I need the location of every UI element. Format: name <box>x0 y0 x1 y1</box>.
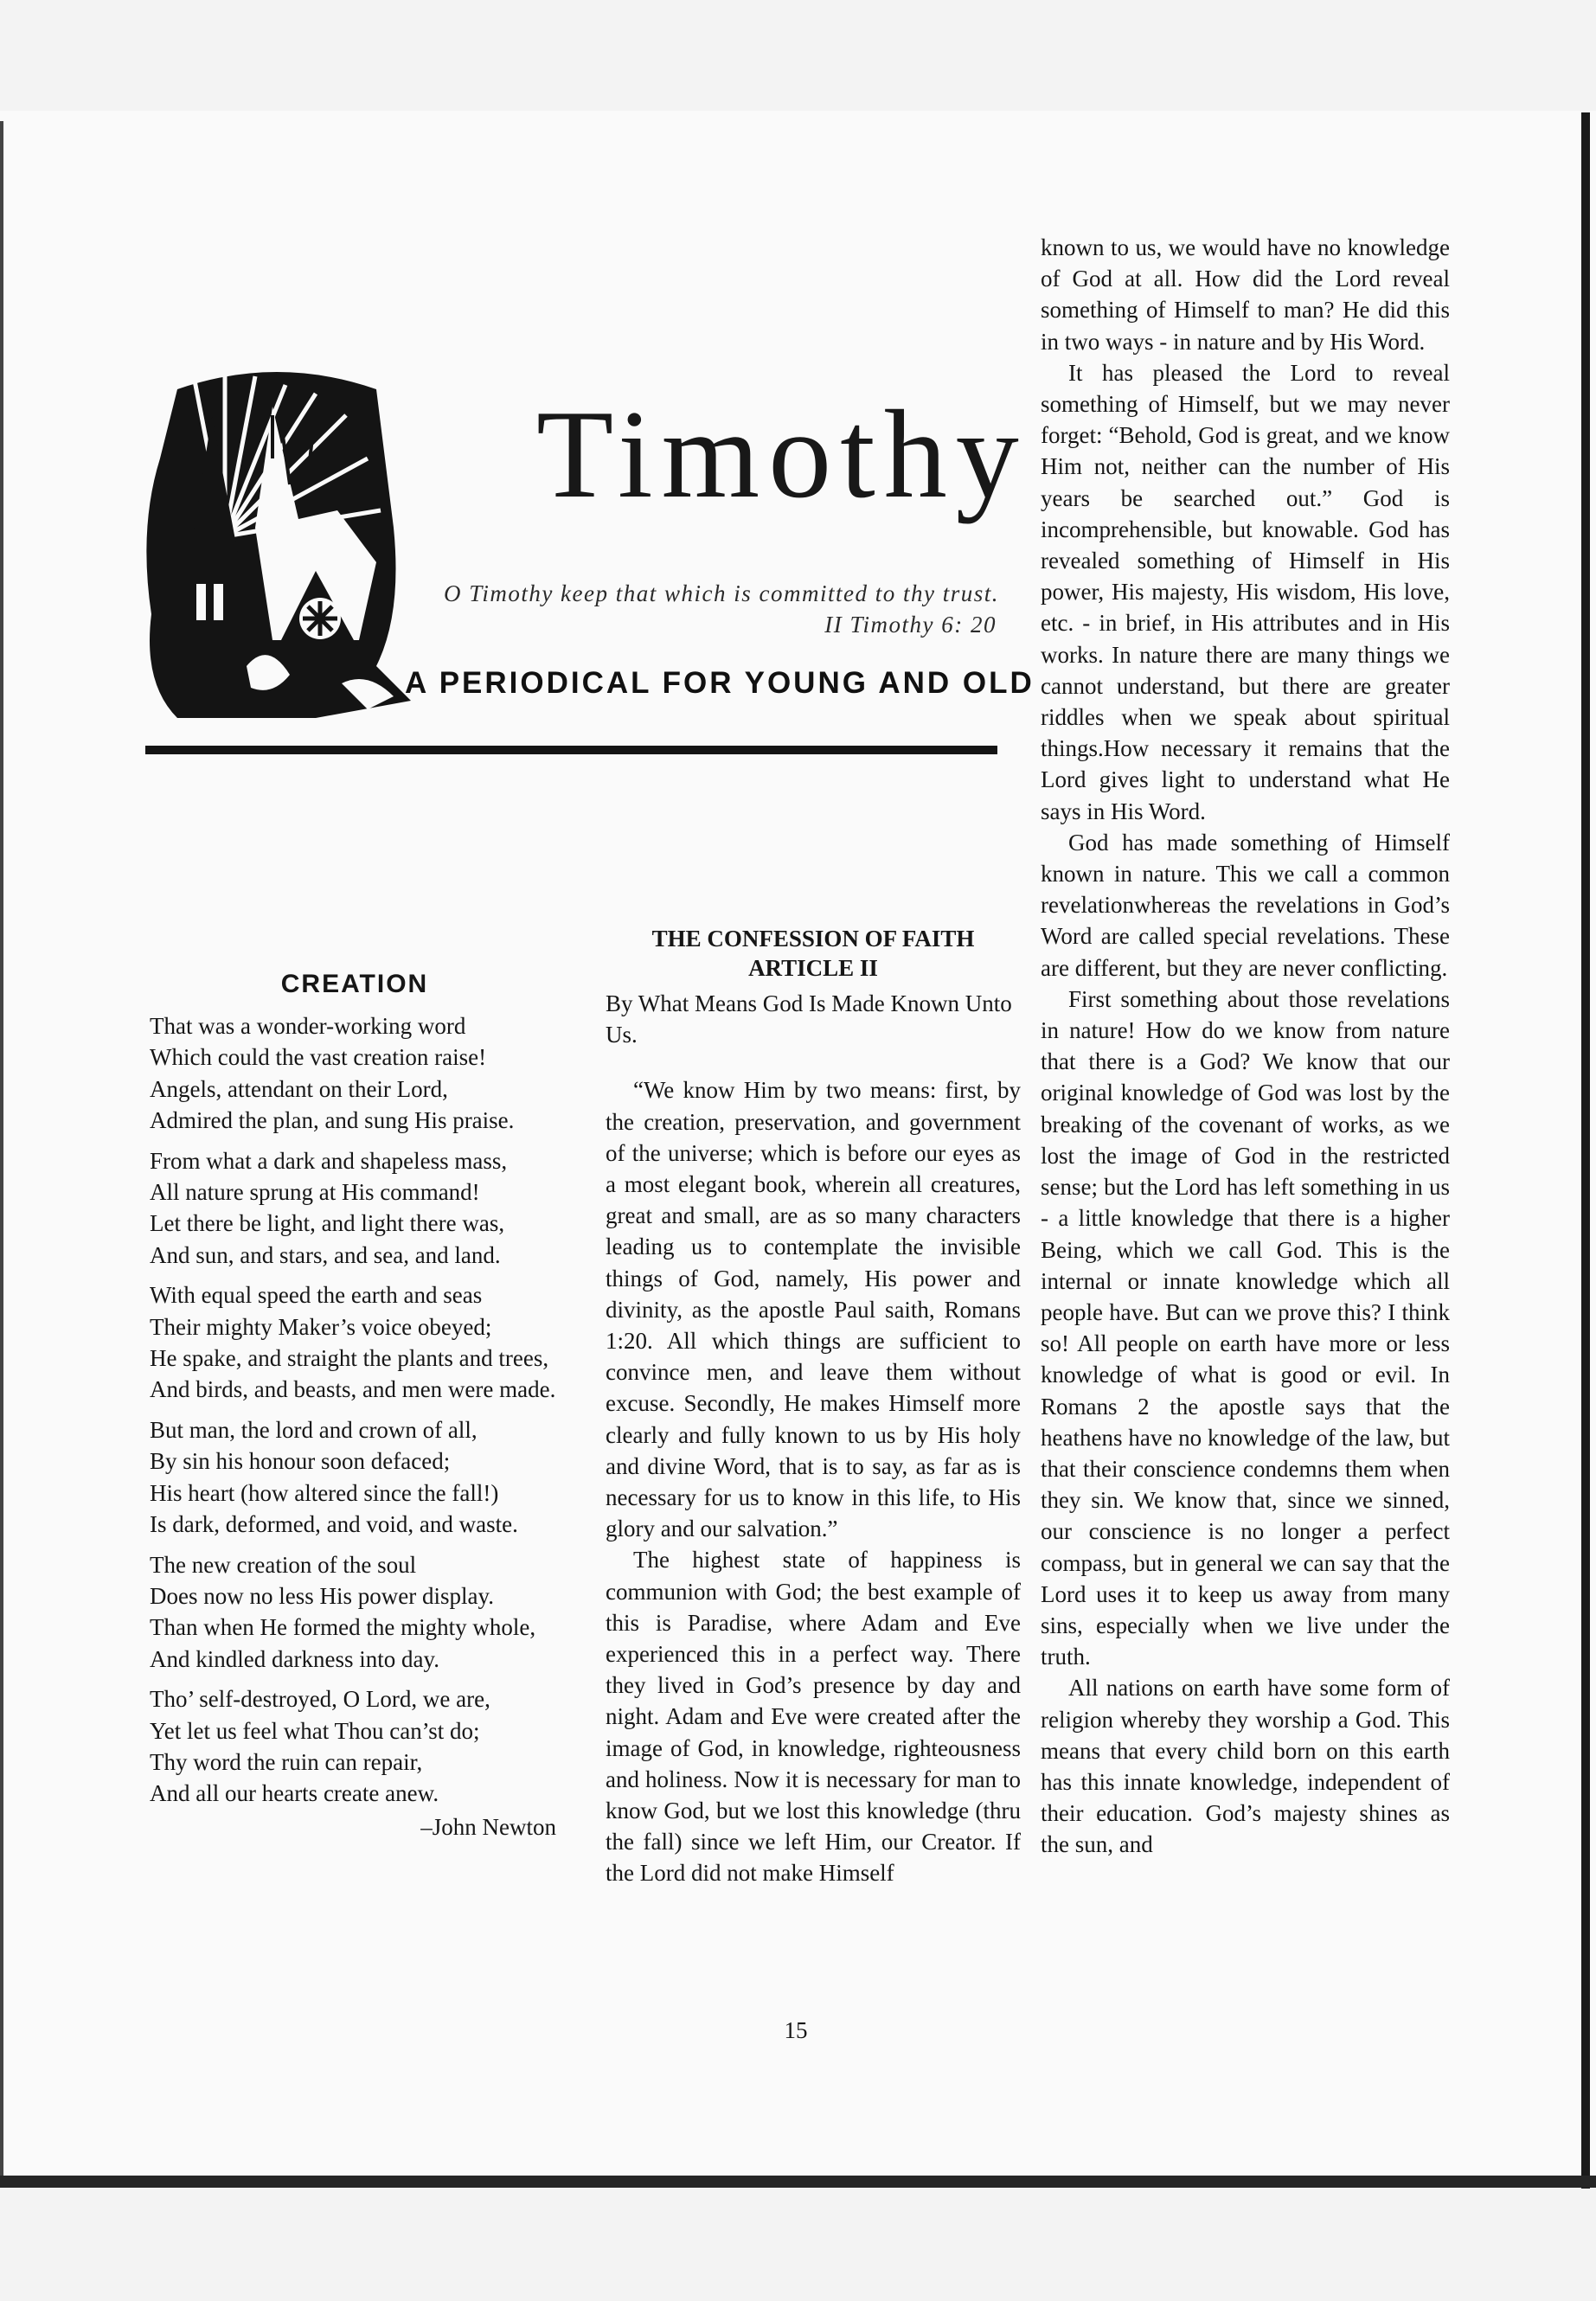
poem-line: Is dark, deformed, and void, and waste. <box>150 1511 518 1538</box>
article-column-2 <box>606 924 1021 1889</box>
poem-author: –John Newton <box>420 1813 556 1840</box>
article-paragraph: “We know Him by two means: first, by the creation, preservation, and government of the universe; which is before our eyes as a most elegant book, wherein all creatures, great and small, are as so many characters leading us to contemplate the invisible things of God, namely, His power and divinity, as the apostle Paul saith, Romans 1:20. All which things are sufficient to convince men, and leave them without excuse. Secondly, He makes Himself more clearly and fully known to us by His holy and divine Word, that is to say, as far as is necessary for us to know in this life, to His glory and our salvation.” <box>606 1077 1021 1542</box>
poem-line: Thy word the ruin can repair, <box>150 1748 423 1775</box>
article-paragraph: known to us, we would have no knowledge of God at all. How did the Lord reveal something of Himself to man? He did this in two ways - in nature and by His Word. <box>1041 234 1450 355</box>
article-paragraph: God has made something of Himself known in nature. This we call a common revelationwhereas the revelations in God’s Word are called special revelations. These are different, but they are never conflicting. <box>1041 829 1450 981</box>
poem-line: Yet let us feel what Thou can’st do; <box>150 1717 480 1744</box>
masthead-tagline: A PERIODICAL FOR YOUNG AND OLD <box>405 666 1035 700</box>
poem-line: And sun, and stars, and sea, and land. <box>150 1241 501 1268</box>
poem-title: CREATION <box>280 970 429 998</box>
page-bottom-edge <box>0 2176 1596 2188</box>
page-right-edge <box>1581 112 1590 2189</box>
poem-stanza <box>150 1549 556 1676</box>
poem-line: Than when He formed the mighty whole, <box>150 1614 536 1641</box>
poem-line: Angels, attendant on their Lord, <box>150 1075 448 1102</box>
article-paragraph: First something about those revelations in nature! How do we know from nature that there is a God? We know that our original knowledge of God was lost by the breaking of the covenant of works, as we lost the image of God in the restricted sense; but the Lord has left something in us - a little knowledge that there is a higher Being, which we call God. This is the internal or innate knowledge which all people have. But can we prove this? I think so! All people on earth have more or less knowledge of what is good or evil. In Romans 2 the apostle says that the heathens have no knowledge of the law, but that their conscience condemns them when they sin. We know that, since we sinned, our conscience is no longer a perfect compass, but in general we can say that the Lord uses it to keep us away from many sins, especially when we live under the truth. <box>1041 985 1450 1670</box>
poem-stanza <box>150 1414 556 1541</box>
church-sunburst-icon <box>143 355 411 722</box>
poem-line: Does now no less His power display. <box>150 1582 494 1609</box>
article-paragraph: The highest state of happiness is communion with God; the best example of this is Paradise, where Adam and Eve experienced this in a perfect way. There they lived in God’s presence by day and night. Adam and Eve were created after the image of God, in knowledge, righteousness and holiness. Now it is necessary for man to know God, but we lost this knowledge (thru the fall) since we left Him, our Creator. If the Lord did not make Himself <box>606 1547 1021 1887</box>
poem-line: That was a wonder-working word <box>150 1013 466 1039</box>
poem-line: With equal speed the earth and seas <box>150 1282 483 1309</box>
poem-line: Let there be light, and light there was, <box>150 1210 505 1237</box>
poem-line: And birds, and beasts, and men were made. <box>150 1376 556 1403</box>
article-heading-sub: ARTICLE II <box>748 955 878 981</box>
poem-stanza <box>150 1010 556 1137</box>
poem-stanza <box>150 1683 556 1810</box>
article-column-3 <box>1041 232 1450 1861</box>
masthead-quote: O Timothy keep that which is committed to thy trust. <box>444 580 999 606</box>
masthead-reference: II Timothy 6: 20 <box>824 612 997 638</box>
page-left-edge <box>0 121 3 2180</box>
poem-stanza <box>150 1145 556 1272</box>
poem-line: His heart (how altered since the fall!) <box>150 1479 499 1506</box>
poem-line: From what a dark and shapeless mass, <box>150 1147 508 1174</box>
article-subtitle: By What Means God Is Made Known Unto Us. <box>606 990 1012 1048</box>
poem-line: He spake, and straight the plants and trees, <box>150 1345 549 1372</box>
poem-line: Admired the plan, and sung His praise. <box>150 1107 515 1134</box>
poem-line: Tho’ self-destroyed, O Lord, we are, <box>150 1686 490 1713</box>
article-heading: THE CONFESSION OF FAITH <box>651 926 975 952</box>
poem <box>150 1010 556 1843</box>
poem-line: Their mighty Maker’s voice obeyed; <box>150 1313 492 1340</box>
poem-stanza <box>150 1279 556 1406</box>
article-paragraph: All nations on earth have some form of religion whereby they worship a God. This means that every child born on this earth has this innate knowledge, independent of their education. God’s majesty shines as the sun, and <box>1041 1675 1450 1858</box>
poem-line: And kindled darkness into day. <box>150 1645 439 1672</box>
masthead-rule <box>145 746 997 754</box>
poem-line: Which could the vast creation raise! <box>150 1044 487 1071</box>
poem-line: All nature sprung at His command! <box>150 1179 480 1206</box>
masthead-title: Timothy <box>536 384 1028 524</box>
poem-line: And all our hearts create anew. <box>150 1780 439 1807</box>
poem-line: By sin his honour soon defaced; <box>150 1448 451 1475</box>
poem-line: The new creation of the soul <box>150 1551 417 1578</box>
article-paragraph: It has pleased the Lord to reveal something of Himself, but we may never forget: “Behold, God is great, and we know Him not, neither can the number of His years be searched out.” God is incomprehensible, but knowable. God has revealed something of Himself in His power, His majesty, His wisdom, His love, etc. - in brief, in His attributes and in His works. In nature there are many things we cannot understand, but there are greater riddles when we speak about spiritual things.How necessary it remains that the Lord gives light to understand what He says in His Word. <box>1041 359 1450 824</box>
poem-line: But man, the lord and crown of all, <box>150 1416 478 1443</box>
page-number: 15 <box>784 2017 808 2043</box>
